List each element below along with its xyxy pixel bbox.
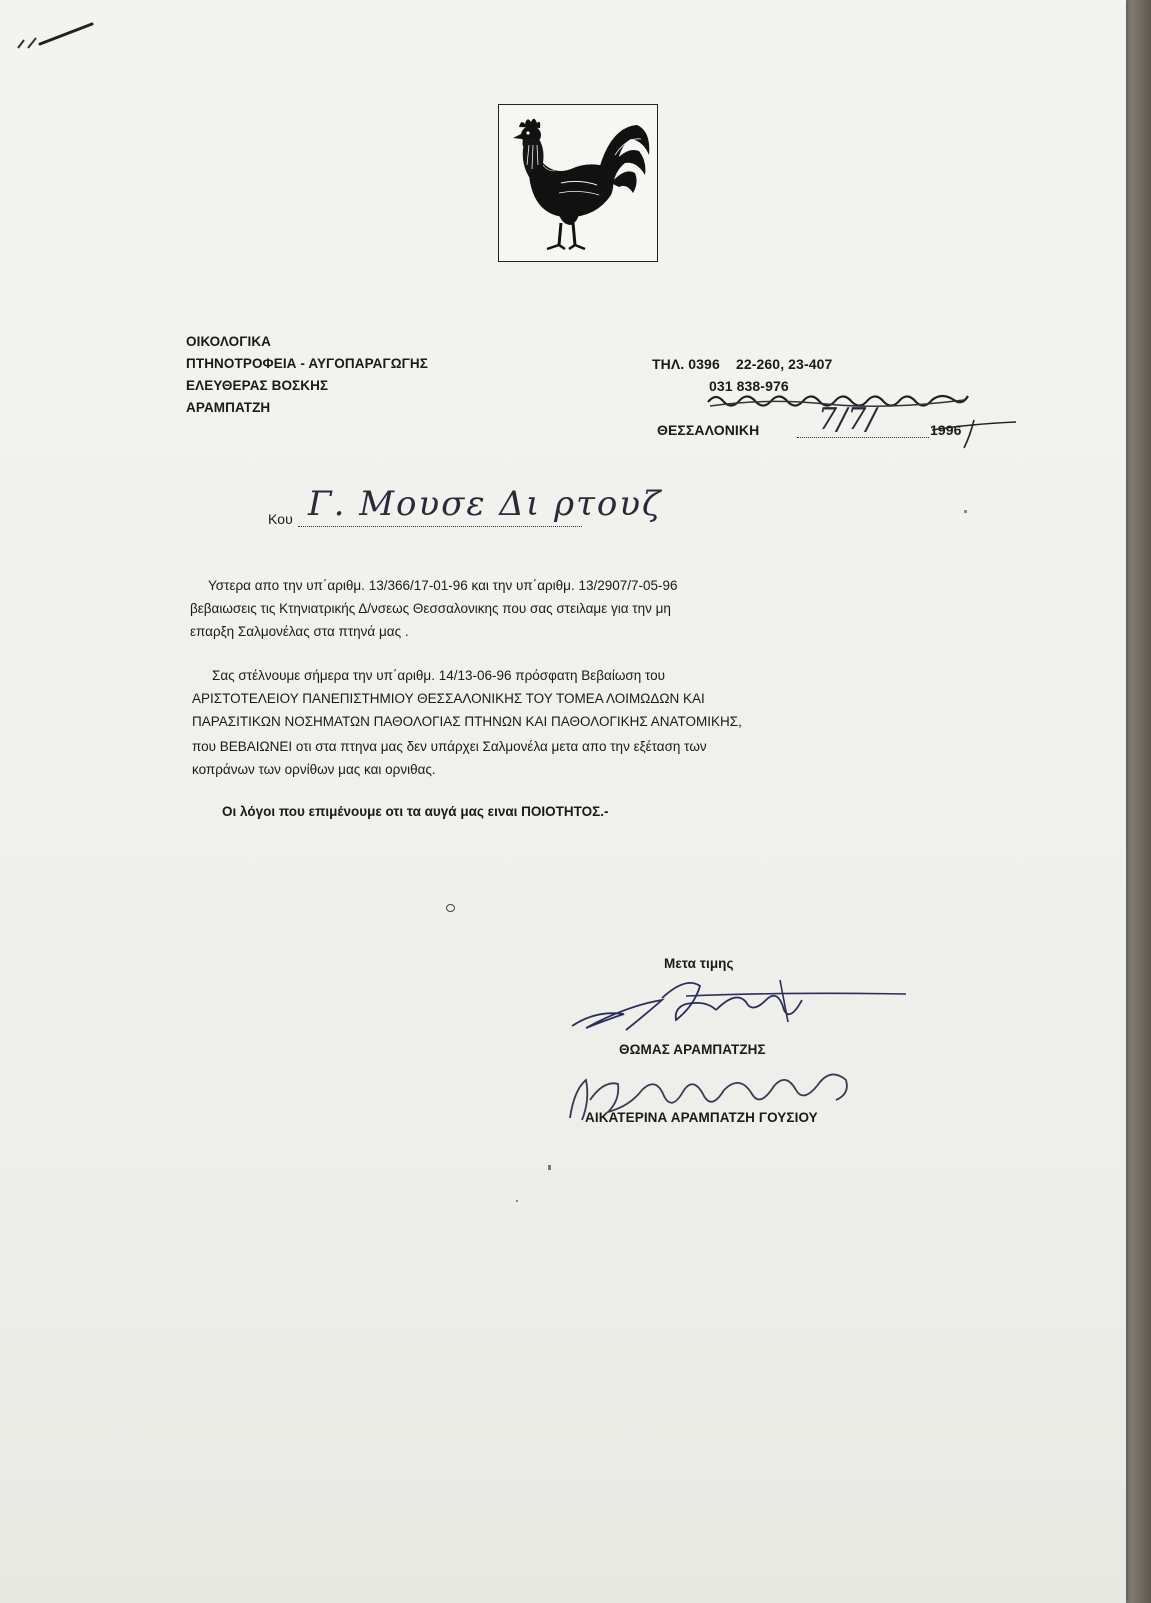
paper-speck	[964, 510, 967, 513]
para2-line-2: ΑΡΙΣΤΟΤΕΛΕΙΟΥ ΠΑΝΕΠΙΣΤΗΜΙΟΥ ΘΕΣΣΑΛΟΝΙΚΗΣ ΤΟΥ ΤΟΜΕΑ ΛΟΙΜΩΔΩΝ ΚΑΙ	[192, 691, 705, 706]
para1-line-2: βεβαιωσεις τις Κτηνιατρικής Δ/νσεως Θεσσαλονικης που σας στειλαμε για την μη	[190, 601, 671, 616]
recipient-dotted-line	[298, 526, 582, 527]
signer-2-name: ΑΙΚΑΤΕΡΙΝΑ ΑΡΑΜΠΑΤΖΗ ΓΟΥΣΙΟΥ	[585, 1110, 818, 1125]
para2-line-5: κοπράνων των ορνίθων μας και ορνιθας.	[192, 762, 436, 777]
stray-mark	[446, 904, 455, 912]
closing-salutation: Μετα τιμης	[664, 956, 734, 971]
para1-line-3: επαρξη Σαλμονέλας στα πτηνά μας .	[190, 624, 409, 639]
company-logo	[498, 104, 658, 262]
corner-pen-marks-icon	[14, 18, 104, 58]
phone-numbers: 22-260, 23-407	[736, 356, 833, 372]
company-line-3: ΕΛΕΥΘΕΡΑΣ ΒΟΣΚΗΣ	[186, 378, 329, 393]
date-strike-icon	[930, 412, 1020, 452]
phone-second: 031 838-976	[709, 378, 789, 394]
para2-line-4: που ΒΕΒΑΙΩΝΕΙ οτι στα πτηνα μας δεν υπάρχει Σαλμονέλα μετα απο την εξέταση των	[192, 739, 707, 754]
rooster-icon	[499, 105, 656, 260]
para2-line-1: Σας στέλνουμε σήμερα την υπ΄αριθμ. 14/13-06-96 πρόσφατη Βεβαίωση του	[212, 668, 666, 683]
para3: Οι λόγοι που επιμένουμε οτι τα αυγά μας ειναι ΠΟΙΟΤΗΤΟΣ.-	[222, 804, 609, 819]
city-label: ΘΕΣΣΑΛΟΝΙΚΗ	[657, 422, 760, 438]
recipient-name-handwritten: Γ. Μουσε Δι ρτουζ	[308, 484, 663, 524]
paper-speck	[516, 1200, 518, 1202]
date-dotted-line	[797, 437, 929, 438]
company-line-1: ΟΙΚΟΛΟΓΙΚΑ	[186, 334, 272, 349]
company-line-2: ΠΤΗΝΟΤΡΟΦΕΙΑ - ΑΥΓΟΠΑΡΑΓΩΓΗΣ	[186, 356, 428, 371]
year: 1996	[930, 422, 962, 438]
paper-speck	[548, 1165, 551, 1170]
signer-1-name: ΘΩΜΑΣ ΑΡΑΜΠΑΤΖΗΣ	[619, 1042, 766, 1057]
company-line-4: ΑΡΑΜΠΑΤΖΗ	[186, 400, 271, 415]
signature-icon	[566, 970, 911, 1040]
phone-label: ΤΗΛ. 0396	[652, 356, 720, 372]
date-handwritten: 7/7/	[818, 402, 877, 437]
para1-line-1: Υστερα απο την υπ΄αριθμ. 13/366/17-01-96 και την υπ΄αριθμ. 13/2907/7-05-96	[208, 578, 678, 593]
background-edge	[1126, 0, 1151, 1603]
recipient-prefix: Κου	[268, 511, 293, 527]
para2-line-3: ΠΑΡΑΣΙΤΙΚΩΝ ΝΟΣΗΜΑΤΩΝ ΠΑΘΟΛΟΓΙΑΣ ΠΤΗΝΩΝ ΚΑΙ ΠΑΘΟΛΟΓΙΚΗΣ ΑΝΑΤΟΜΙΚΗΣ,	[192, 714, 742, 729]
